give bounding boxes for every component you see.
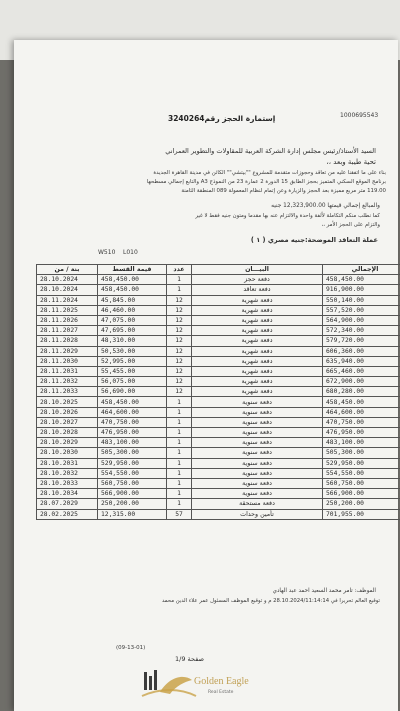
cell-count: 1 <box>167 478 192 488</box>
column-header-count: عدد <box>167 265 192 275</box>
table-row <box>37 295 400 305</box>
cell-description: دفعة سنوية <box>192 489 323 499</box>
body-line-3: 119.00 متر مربع مميزة بعد الحجز والزيارة وعن إتمام لنظام المعمولة 089 المنطقة الثامنة <box>181 188 386 194</box>
cell-count: 1 <box>167 468 192 478</box>
cell-date: 28.10.2028 <box>37 428 98 438</box>
cell-date: 28.10.2024 <box>37 275 98 285</box>
document-number: 1000695543 <box>340 112 379 119</box>
cell-count: 12 <box>167 315 192 325</box>
cell-date: 28.11.2031 <box>37 366 98 376</box>
cell-count: 1 <box>167 499 192 509</box>
cell-count: 1 <box>167 428 192 438</box>
table-row <box>37 326 400 336</box>
table-row <box>37 377 400 387</box>
cell-date: 28.10.2026 <box>37 407 98 417</box>
brand-name: Golden Eagle <box>194 676 249 687</box>
cell-description: دفعة شهرية <box>192 305 323 315</box>
cell-amount: 464,600.00 <box>98 407 167 417</box>
total-amount-line: والمبالغ إجمالي قيمتها 12,323,900.00 جنيه <box>271 203 380 209</box>
cell-count: 12 <box>167 377 192 387</box>
cell-amount: 470,750.00 <box>98 417 167 427</box>
cell-date: 28.07.2029 <box>37 499 98 509</box>
cell-count: 1 <box>167 489 192 499</box>
cell-description: دفعة سنوية <box>192 417 323 427</box>
table-row <box>37 468 400 478</box>
cell-date: 28.02.2025 <box>37 509 98 519</box>
cell-amount: 56,690.00 <box>98 387 167 397</box>
cell-total: 564,900.00 <box>323 315 400 325</box>
signature-line: توقيع العالم تحريرا في 28.10.2024/11:14:14 م و توقيع الموظف المسئول عمر علاء الدين محمد <box>161 598 380 604</box>
body-line-1: بناء على ما اتفقنا عليه من تعاقد وحجوزات متقدمة للمشروع ""بيتشي"" الكائن في مدينة القاهرة الجديدة <box>153 170 386 176</box>
cell-description: دفعة سنوية <box>192 428 323 438</box>
cell-amount: 554,550.00 <box>98 468 167 478</box>
cell-count: 12 <box>167 366 192 376</box>
cell-total: 470,750.00 <box>323 417 400 427</box>
column-header-description: البيـــان <box>192 265 323 275</box>
cell-total: 635,940.00 <box>323 356 400 366</box>
body-line-2: برنامج الموقع السكني المتميز بحجز الطابق 15 الدورة 2 عمارة 23 من النموذج A3 والتابع إجمالي مسطحها <box>146 179 386 185</box>
cell-date: 28.11.2027 <box>37 326 98 336</box>
cell-count: 12 <box>167 336 192 346</box>
table-body <box>37 275 400 520</box>
unit-codes: W510 L010 <box>98 249 138 256</box>
note-line-2: والتزام على الحجز الأمر ،، <box>321 222 380 228</box>
cell-amount: 47,075.00 <box>98 315 167 325</box>
cell-count: 1 <box>167 448 192 458</box>
cell-description: دفعة شهرية <box>192 366 323 376</box>
cell-total: 560,750.00 <box>323 478 400 488</box>
cell-count: 12 <box>167 295 192 305</box>
cell-total: 606,360.00 <box>323 346 400 356</box>
table-row <box>37 315 400 325</box>
cell-description: دفعة شهرية <box>192 387 323 397</box>
cell-total: 550,140.00 <box>323 295 400 305</box>
cell-total: 464,600.00 <box>323 407 400 417</box>
cell-date: 28.11.2028 <box>37 336 98 346</box>
cell-amount: 48,310.00 <box>98 336 167 346</box>
table-row <box>37 478 400 488</box>
table-row <box>37 509 400 519</box>
cell-amount: 560,750.00 <box>98 478 167 488</box>
table-row <box>37 499 400 509</box>
cell-total: 916,900.00 <box>323 285 400 295</box>
cell-amount: 50,530.00 <box>98 346 167 356</box>
table-row <box>37 275 400 285</box>
cell-count: 1 <box>167 285 192 295</box>
cell-amount: 458,450.00 <box>98 397 167 407</box>
table-row <box>37 489 400 499</box>
cell-description: دفعة شهرية <box>192 377 323 387</box>
cell-date: 28.11.2030 <box>37 356 98 366</box>
cell-amount: 46,460.00 <box>98 305 167 315</box>
cell-description: دفعة شهرية <box>192 315 323 325</box>
greeting-line: تحية طيبة وبعد ،، <box>326 158 376 166</box>
cell-count: 12 <box>167 305 192 315</box>
cell-total: 476,950.00 <box>323 428 400 438</box>
cell-date: 28.11.2024 <box>37 295 98 305</box>
column-header-amount: قيمة القسط <box>98 265 167 275</box>
cell-amount: 56,075.00 <box>98 377 167 387</box>
cell-total: 529,950.00 <box>323 458 400 468</box>
table-row <box>37 448 400 458</box>
cell-count: 57 <box>167 509 192 519</box>
cell-total: 672,900.00 <box>323 377 400 387</box>
cell-amount: 12,315.00 <box>98 509 167 519</box>
table-row <box>37 366 400 376</box>
cell-total: 554,550.00 <box>323 468 400 478</box>
cell-date: 28.11.2029 <box>37 346 98 356</box>
cell-amount: 47,695.00 <box>98 326 167 336</box>
cell-count: 12 <box>167 356 192 366</box>
cell-date: 28.11.2032 <box>37 377 98 387</box>
cell-total: 680,280.00 <box>323 387 400 397</box>
table-row <box>37 346 400 356</box>
cell-amount: 55,455.00 <box>98 366 167 376</box>
employee-line: الموظف: تامر محمد السعيد احمد عبد الهادي <box>272 588 376 594</box>
page-number: صفحة 1/9 <box>175 655 205 663</box>
cell-amount: 250,200.00 <box>98 499 167 509</box>
salutation-line: السيد الأستاذ/رئيس مجلس إدارة الشركة العربية للمقاولات والتطوير العمراني <box>165 147 376 155</box>
cell-description: دفعة سنوية <box>192 397 323 407</box>
table-row <box>37 438 400 448</box>
cell-count: 12 <box>167 387 192 397</box>
cell-amount: 566,900.00 <box>98 489 167 499</box>
cell-total: 566,900.00 <box>323 489 400 499</box>
cell-total: 483,100.00 <box>323 438 400 448</box>
table-row <box>37 417 400 427</box>
cell-description: دفعة مستحقة <box>192 499 323 509</box>
cell-description: دفعة شهرية <box>192 295 323 305</box>
cell-total: 572,340.00 <box>323 326 400 336</box>
table-row <box>37 356 400 366</box>
table-row <box>37 285 400 295</box>
cell-date: 28.10.2024 <box>37 285 98 295</box>
table-row <box>37 428 400 438</box>
cell-count: 1 <box>167 417 192 427</box>
currency-title: عملة التعاقد الموضحة:جنيه مصري ( ١ ) <box>250 236 378 244</box>
cell-date: 28.10.2030 <box>37 448 98 458</box>
cell-date: 28.11.2025 <box>37 305 98 315</box>
cell-total: 579,720.00 <box>323 336 400 346</box>
cell-total: 458,450.00 <box>323 275 400 285</box>
table-row <box>37 305 400 315</box>
table-row <box>37 387 400 397</box>
column-header-total: الإجمالي <box>323 265 400 275</box>
table-header-row <box>37 265 400 275</box>
cell-count: 1 <box>167 275 192 285</box>
cell-description: دفعة سنوية <box>192 468 323 478</box>
cell-date: 28.11.2026 <box>37 315 98 325</box>
cell-amount: 458,450.00 <box>98 275 167 285</box>
cell-amount: 45,845.00 <box>98 295 167 305</box>
cell-date: 28.10.2027 <box>37 417 98 427</box>
cell-description: دفعة شهرية <box>192 326 323 336</box>
cell-date: 28.10.2033 <box>37 478 98 488</box>
cell-date: 28.11.2033 <box>37 387 98 397</box>
cell-total: 250,200.00 <box>323 499 400 509</box>
cell-total: 665,460.00 <box>323 366 400 376</box>
cell-description: دفعة سنوية <box>192 458 323 468</box>
cell-description: دفعة سنوية <box>192 478 323 488</box>
cell-date: 28.10.2032 <box>37 468 98 478</box>
cell-amount: 483,100.00 <box>98 438 167 448</box>
cell-description: دفعة تعاقد <box>192 285 323 295</box>
cell-description: دفعة سنوية <box>192 448 323 458</box>
brand-tagline: Real Estate <box>208 690 234 695</box>
cell-date: 28.10.2025 <box>37 397 98 407</box>
cell-total: 701,955.00 <box>323 509 400 519</box>
table-row <box>37 458 400 468</box>
column-header-date: بنة / من <box>37 265 98 275</box>
cell-total: 458,450.00 <box>323 397 400 407</box>
payment-schedule-table <box>36 264 400 520</box>
cell-amount: 52,995.00 <box>98 356 167 366</box>
cell-date: 28.10.2034 <box>37 489 98 499</box>
cell-count: 1 <box>167 397 192 407</box>
cell-count: 1 <box>167 458 192 468</box>
form-title: إستمارة الحجز رقم3240264 <box>168 114 276 123</box>
cell-amount: 529,950.00 <box>98 458 167 468</box>
cell-date: 28.10.2031 <box>37 458 98 468</box>
cell-count: 1 <box>167 438 192 448</box>
table-row <box>37 397 400 407</box>
cell-description: دفعة شهرية <box>192 336 323 346</box>
note-line-1: كما نطلب منكم التكاملة لألفة واحدة والالتزام عنه بها مقدما ومتون جنيه فقط لا غير <box>195 213 380 219</box>
stamp-date: (09-13-01) <box>116 645 146 651</box>
cell-description: دفعة شهرية <box>192 346 323 356</box>
cell-amount: 458,450.00 <box>98 285 167 295</box>
cell-date: 28.10.2029 <box>37 438 98 448</box>
cell-description: دفعة سنوية <box>192 438 323 448</box>
cell-description: دفعة سنوية <box>192 407 323 417</box>
cell-count: 1 <box>167 407 192 417</box>
table-row <box>37 407 400 417</box>
watermark-logo <box>140 666 250 706</box>
cell-total: 505,300.00 <box>323 448 400 458</box>
cell-description: دفعة شهرية <box>192 356 323 366</box>
cell-count: 12 <box>167 346 192 356</box>
cell-description: دفعة حجز <box>192 275 323 285</box>
cell-amount: 505,300.00 <box>98 448 167 458</box>
cell-count: 12 <box>167 326 192 336</box>
cell-description: تأمين وحدات <box>192 509 323 519</box>
table-row <box>37 336 400 346</box>
cell-amount: 476,950.00 <box>98 428 167 438</box>
cell-total: 557,520.00 <box>323 305 400 315</box>
